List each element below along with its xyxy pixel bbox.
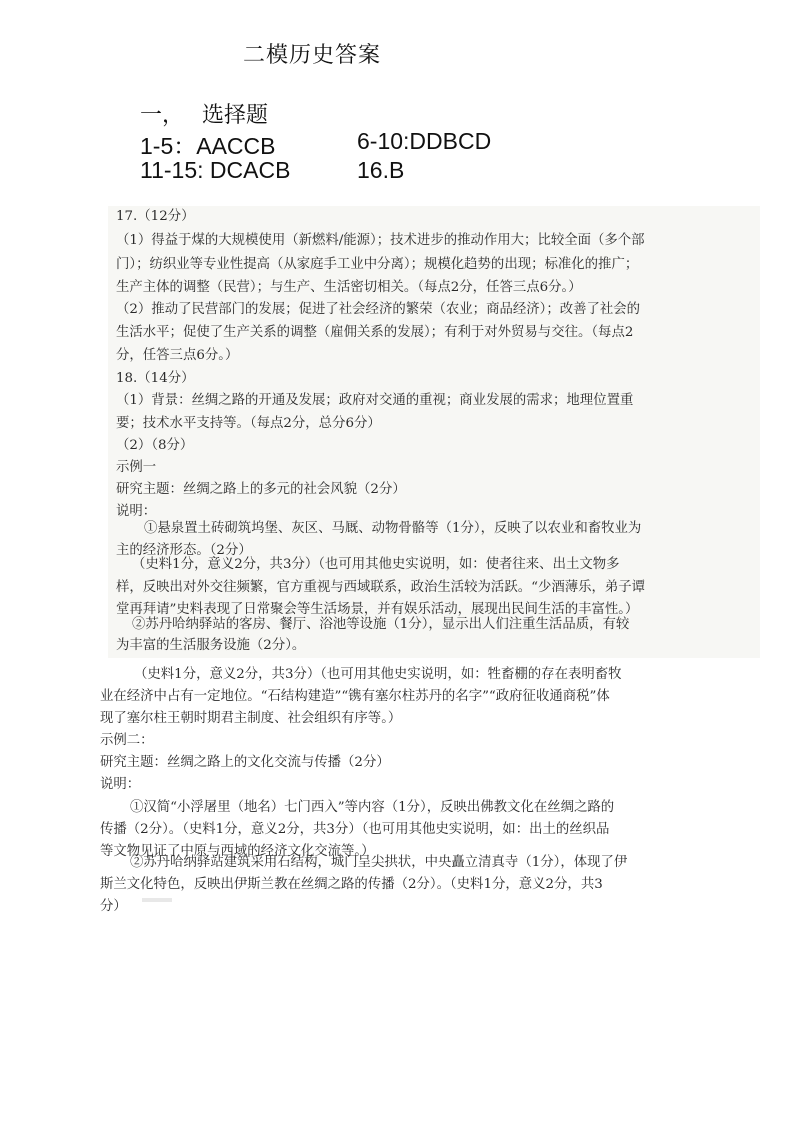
section-name: 选择题 (202, 103, 269, 128)
text-line: ②苏丹哈纳驿站的客房、餐厅、浴池等设施（1分），显示出人们注重生活品质，有较 (132, 617, 630, 632)
section-heading (140, 98, 268, 129)
answer-row-2-first: 11-15: DCACB (140, 157, 291, 183)
answer-row-1-second: 6-10:DDBCD (357, 128, 492, 154)
example-one-label: 示例一 (116, 460, 157, 475)
text-line: （史料1分，意义2分，共3分）（也可用其他史实说明，如：使者往来、出土文物多 (132, 557, 620, 572)
q17-heading: 17.（12分） (116, 209, 195, 224)
text-line: （史料1分，意义2分，共3分）（也可用其他史实说明，如：牲畜棚的存在表明畜牧 (134, 667, 622, 682)
text-line: 研究主题：丝绸之路上的多元的社会风貌（2分） (116, 482, 406, 497)
text-line: 为丰富的生活服务设施（2分）。 (116, 638, 306, 653)
text-line: 生产主体的调整（民营）；与生产、生活密切相关。（每点2分，任答三点6分。） (116, 280, 582, 295)
text-line: ①汉简“小浮屠里（地名）七门西入”等内容（1分），反映出佛教文化在丝绸之路的 (130, 800, 615, 815)
text-line: 生活水平；促使了生产关系的调整（雇佣关系的发展）；有利于对外贸易与交往。（每点2 (116, 325, 634, 340)
text-line: 主的经济形态。（2分） (116, 543, 252, 558)
text-line: （1）背景：丝绸之路的开通及发展；政府对交通的重视；商业发展的需求；地理位置重 (116, 393, 634, 408)
text-line: 业在经济中占有一定地位。“石结构建造”“镌有塞尔柱苏丹的名字”“政府征收通商税”体 (100, 689, 610, 704)
text-line: 堂再拜请”史料表现了日常聚会等生活场景，并有娱乐活动，展现出民间生活的丰富性。） (116, 602, 639, 617)
text-line: 分） (100, 899, 127, 914)
text-line: 要；技术水平支持等。（每点2分，总分6分） (116, 416, 381, 431)
scan-smudge (142, 898, 172, 902)
answer-row-1-first: 1-5：AACCB (140, 133, 276, 159)
text-line: 分，任答三点6分。） (116, 348, 239, 363)
text-line: 门）；纺织业等专业性提高（从家庭手工业中分离）；规模化趋势的出现；标准化的推广； (116, 257, 639, 272)
text-line: 样，反映出对外交往频繁，官方重视与西域联系，政治生活较为活跃。“少酒薄乐，弟子谭 (116, 580, 646, 595)
text-line: 说明： (116, 504, 157, 519)
text-line: （2）（8分） (116, 438, 194, 453)
text-line: 等文物见证了中原与西域的经济文化交流等。） (100, 844, 375, 859)
text-line: ②苏丹哈纳驿站建筑采用石结构，城门呈尖拱状，中央矗立清真寺（1分），体现了伊 (130, 855, 628, 870)
text-line: 现了塞尔柱王朝时期君主制度、社会组织有序等。） (100, 711, 402, 726)
text-line: （2）推动了民营部门的发展；促进了社会经济的繁荣（农业；商品经济）；改善了社会的 (116, 302, 641, 317)
text-line: 斯兰文化特色，反映出伊斯兰教在丝绸之路的传播（2分）。（史料1分，意义2分，共3 (100, 877, 603, 892)
q18-heading: 18.（14分） (116, 371, 195, 386)
text-line: 研究主题：丝绸之路上的文化交流与传播（2分） (100, 755, 390, 770)
text-line: ①悬泉置土砖砌筑坞堡、灰区、马厩、动物骨骼等（1分），反映了以农业和畜牧业为 (144, 521, 642, 536)
page-title: 二模历史答案 (243, 43, 382, 68)
text-line: 传播（2分）。（史料1分，意义2分，共3分）（也可用其他史实说明，如：出土的丝织品 (100, 822, 610, 837)
text-line: （1）得益于煤的大规模使用（新燃料/能源）；技术进步的推动作用大；比较全面（多个部 (116, 233, 645, 248)
example-two-label: 示例二： (100, 733, 154, 748)
answer-row-2-second: 16.B (357, 157, 405, 183)
section-number: 一， (140, 103, 185, 128)
text-line: 说明： (100, 777, 141, 792)
